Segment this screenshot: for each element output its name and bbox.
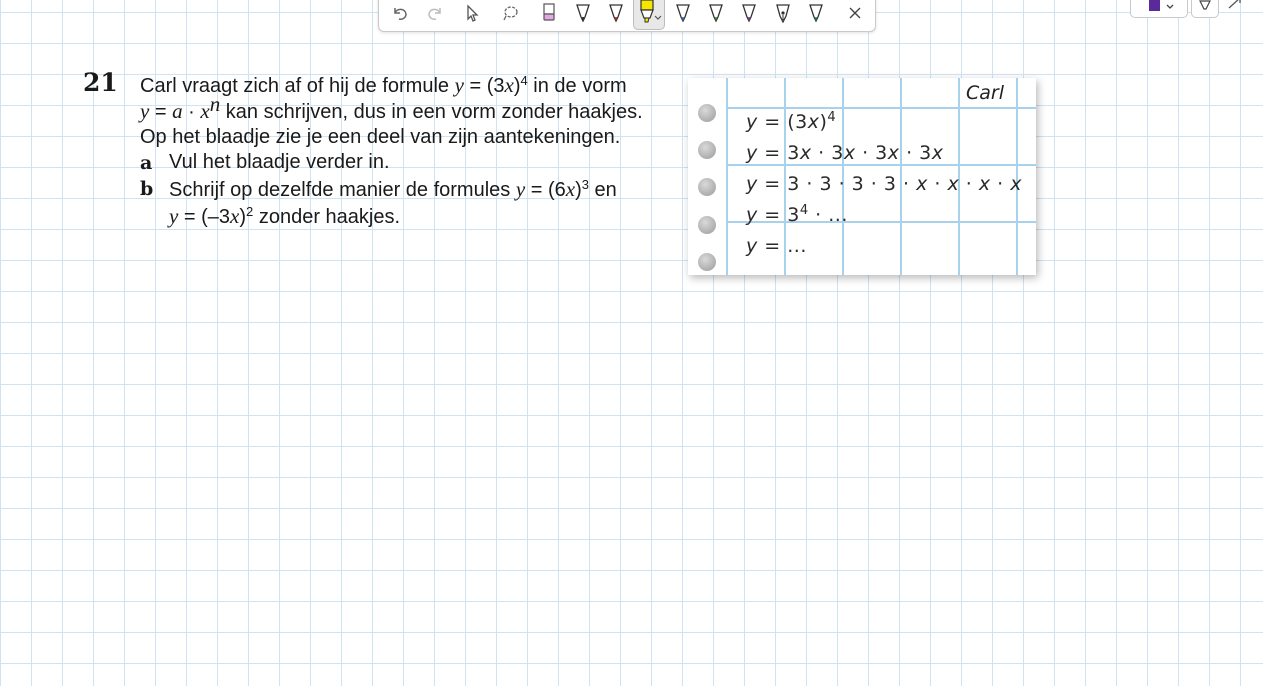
note-line-4: $y = 3^4$ · ...	[746, 203, 848, 226]
pen-purple-icon[interactable]	[736, 1, 762, 25]
notebook-sheet	[688, 78, 1036, 275]
item-b-letter: b	[140, 178, 154, 200]
undo-icon[interactable]	[387, 1, 413, 25]
eraser-icon[interactable]	[536, 1, 562, 25]
grid-line	[726, 107, 1036, 109]
fountain-pen-icon[interactable]	[770, 1, 796, 25]
punch-hole	[698, 178, 716, 196]
pen-black-icon[interactable]	[570, 1, 596, 25]
punch-hole	[698, 104, 716, 122]
pen-red-icon[interactable]	[603, 1, 629, 25]
problem-intro-line-2: $y = a \cdot x^n$ kan schrijven, dus in een vorm zonder haakjes.	[140, 92, 643, 123]
pen-teal-icon[interactable]	[803, 1, 829, 25]
punch-hole	[698, 141, 716, 159]
punch-hole	[698, 216, 716, 234]
grid-line	[726, 164, 1036, 166]
item-a-letter: a	[140, 152, 153, 174]
item-b-text-line-2: $y = (-3x)^2$ zonder haakjes.	[169, 204, 401, 228]
drawing-toolbar	[378, 0, 876, 32]
expand-icon[interactable]	[1226, 0, 1244, 12]
lasso-icon[interactable]	[497, 1, 523, 25]
note-line-3: y = 3 · 3 · 3 · 3 · x · x · x · x	[746, 173, 1022, 195]
problem-number: 21	[83, 68, 118, 97]
redo-icon[interactable]	[422, 1, 448, 25]
select-icon[interactable]	[459, 1, 485, 25]
pen-green-icon[interactable]	[703, 1, 729, 25]
highlighter-icon	[1198, 0, 1212, 14]
problem-intro-line-3: Op het blaadje zie je een deel van zijn aantekeningen.	[140, 126, 621, 148]
pen-blue-icon[interactable]	[670, 1, 696, 25]
note-line-2: y = 3x · 3x · 3x · 3x	[746, 142, 944, 164]
note-line-5: y = ...	[746, 235, 807, 257]
note-line-1: $y = (3x)^4$	[746, 110, 837, 133]
page-color-icon	[1137, 0, 1181, 14]
page-color-selector[interactable]	[1130, 0, 1188, 18]
punch-hole	[698, 253, 716, 271]
problem-intro-line-1: Carl vraagt zich af of hij de formule $y = (3x)^4$ in de vorm	[140, 73, 627, 97]
close-icon[interactable]	[842, 1, 868, 25]
item-b-text-line-1: Schrijf op dezelfde manier de formules $y = (6x)^3$ en	[169, 177, 617, 201]
note-author: Carl	[966, 82, 1004, 104]
highlighter-yellow-icon[interactable]	[633, 0, 665, 30]
item-a-text: Vul het blaadje verder in.	[169, 151, 390, 173]
highlighter-toggle-button[interactable]	[1191, 0, 1219, 18]
